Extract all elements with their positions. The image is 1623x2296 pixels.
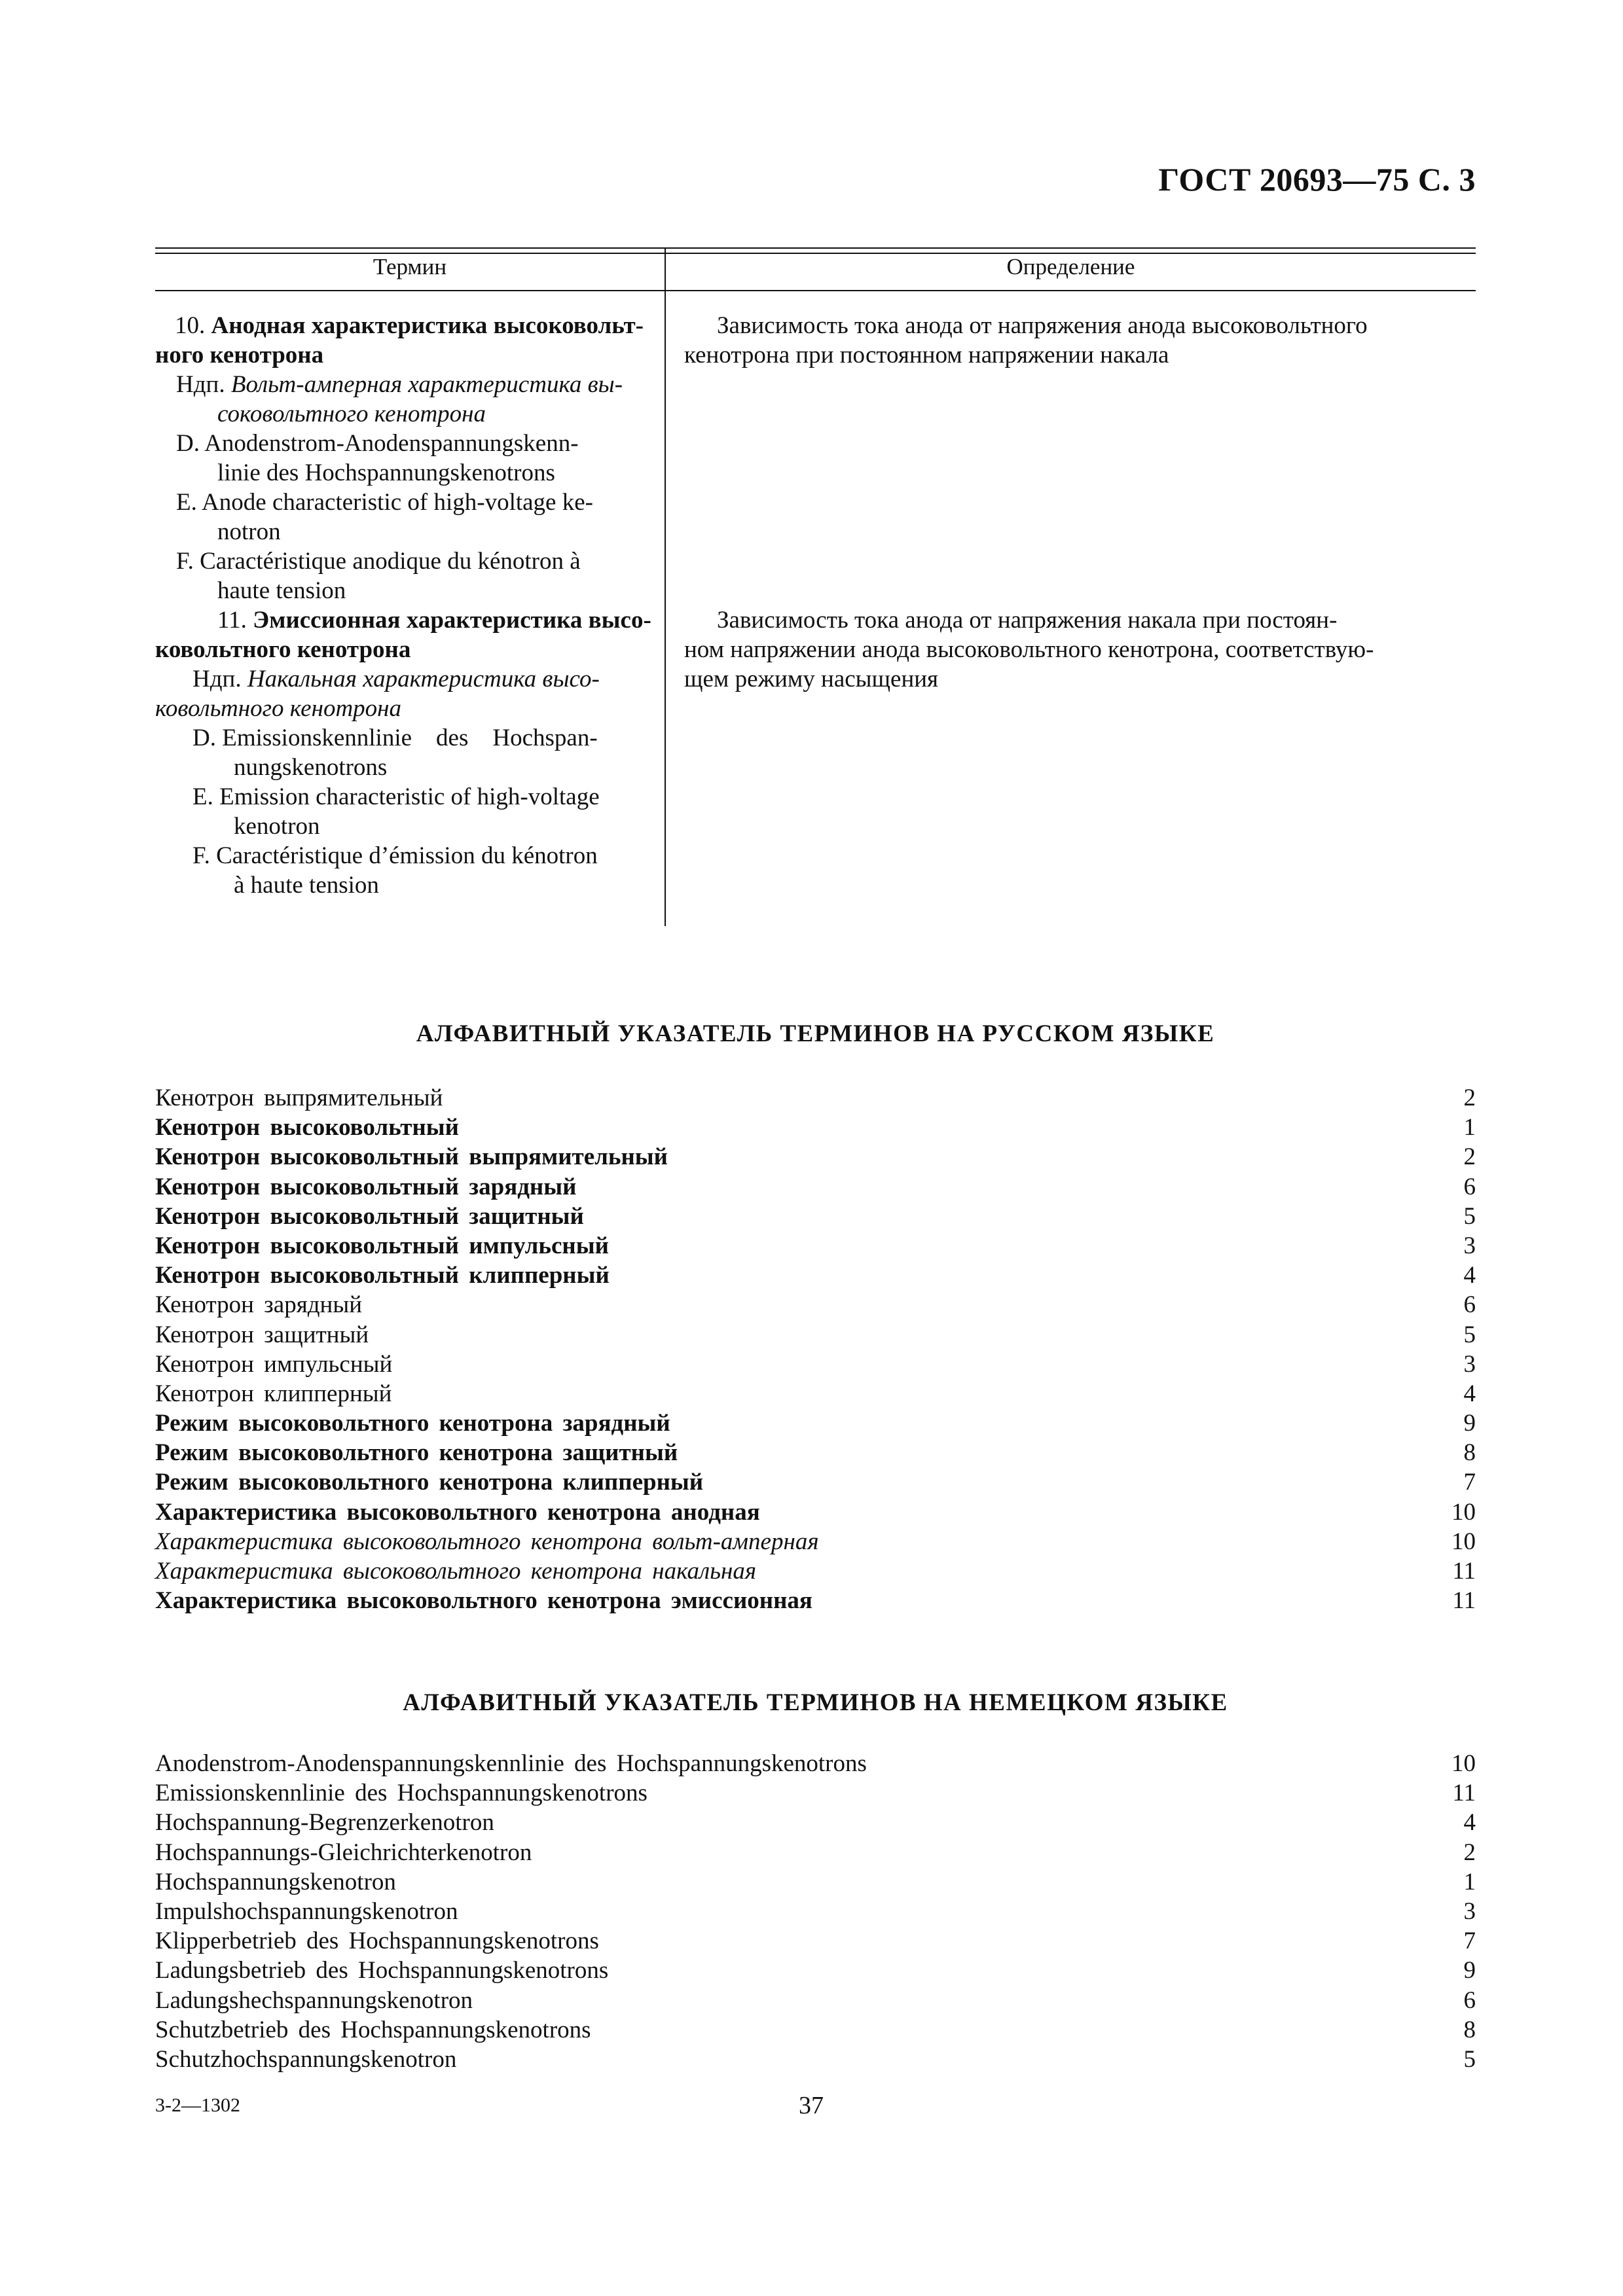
index-number: 8 xyxy=(1463,1439,1476,1467)
index-number: 10 xyxy=(1451,1750,1476,1777)
index-number: 1 xyxy=(1463,1868,1476,1895)
definition-entry-11 xyxy=(684,605,1476,694)
index-number: 9 xyxy=(1463,1410,1476,1437)
index-term: Кенотрон импульсный xyxy=(155,1350,393,1378)
index-number: 9 xyxy=(1463,1957,1476,1984)
index-row xyxy=(155,1290,1476,1319)
table-header-rule xyxy=(155,290,1476,291)
term-line-en: notron xyxy=(217,518,281,545)
index-term: Кенотрон высоковольтный импульсный xyxy=(155,1232,609,1259)
index-term: Emissionskennlinie des Hochspannungskenotrons xyxy=(155,1780,647,1807)
index-row xyxy=(155,1838,1476,1867)
footer-print-code: 3-2—1302 xyxy=(155,2094,240,2116)
index-row xyxy=(155,1749,1476,1778)
index-number: 2 xyxy=(1463,1143,1476,1171)
index-number: 7 xyxy=(1463,1469,1476,1496)
index-term: Klipperbetrieb des Hochspannungskenotrons xyxy=(155,1928,599,1955)
index-term: Schutzhochspannungskenotron xyxy=(155,2045,457,2073)
index-term: Режим высоковольтного кенотрона зарядный xyxy=(155,1410,670,1437)
term-line-de: nungskenotrons xyxy=(234,754,388,781)
column-header-definition: Определение xyxy=(1006,254,1135,279)
index-term: Режим высоковольтного кенотрона защитный xyxy=(155,1439,678,1467)
index-term: Кенотрон высоковольтный зарядный xyxy=(155,1173,577,1200)
table-top-rule-1 xyxy=(155,247,1476,249)
table-column-divider xyxy=(665,247,666,926)
term-line-en: E. Emission characteristic of high-voltage xyxy=(192,783,600,810)
index-number: 6 xyxy=(1463,1291,1476,1319)
term-line xyxy=(155,311,659,340)
term-number: 11. xyxy=(217,607,247,634)
term-line: ковольтного кенотрона xyxy=(155,636,411,663)
index-row xyxy=(155,1438,1476,1467)
index-term: Характеристика высоковольтного кенотрона анодная xyxy=(155,1498,760,1526)
index-number: 11 xyxy=(1452,1558,1476,1585)
index-row xyxy=(155,1527,1476,1556)
index-number: 2 xyxy=(1463,1839,1476,1866)
definition-line: ном напряжении анода высоковольтного кенотрона, соответствую- xyxy=(684,636,1374,663)
index-row xyxy=(155,1556,1476,1586)
index-row xyxy=(155,2045,1476,2074)
index-term: Характеристика высоковольтного кенотрона эмиссионная xyxy=(155,1587,812,1615)
index-number: 3 xyxy=(1463,1350,1476,1378)
index-row xyxy=(155,1172,1476,1202)
index-row xyxy=(155,1113,1476,1142)
index-term: Ladungshechspannungskenotron xyxy=(155,1986,473,2014)
index-number: 10 xyxy=(1451,1498,1476,1526)
index-term: Кенотрон высоковольтный xyxy=(155,1114,460,1141)
index-row xyxy=(155,1498,1476,1527)
definition-line: кенотрона при постоянном напряжении накала xyxy=(684,342,1169,368)
term-number: 10. xyxy=(175,312,206,339)
index-number: 2 xyxy=(1463,1085,1476,1111)
term-line-fr: à haute tension xyxy=(234,872,379,899)
index-term: Характеристика высоковольтного кенотрона вольт-амперная xyxy=(155,1528,819,1555)
term-name: Эмиссионная характеристика высо- xyxy=(253,607,651,634)
german-index-list xyxy=(155,1749,1476,2074)
index-term: Hochspannung-Begrenzerkenotron xyxy=(155,1809,494,1837)
definition-entry-10 xyxy=(684,311,1476,370)
term-entry-11 xyxy=(155,605,659,900)
index-term: Hochspannungskenotron xyxy=(155,1868,396,1895)
index-number: 5 xyxy=(1463,1202,1476,1230)
index-number: 5 xyxy=(1463,2045,1476,2073)
index-term: Schutzbetrieb des Hochspannungskenotrons xyxy=(155,2016,591,2043)
index-number: 11 xyxy=(1452,1780,1476,1807)
term-line-fr: F. Caractéristique d’émission du kénotron xyxy=(192,842,598,869)
index-number: 6 xyxy=(1463,1986,1476,2014)
index-row xyxy=(155,1379,1476,1408)
term-synonym: Накальная характеристика высо- xyxy=(247,666,600,692)
index-number: 1 xyxy=(1463,1114,1476,1141)
definition-line: Зависимость тока анода от напряжения накала при постоян- xyxy=(717,607,1338,634)
index-row xyxy=(155,1808,1476,1837)
index-number: 7 xyxy=(1463,1928,1476,1955)
german-index-title: АЛФАВИТНЫЙ УКАЗАТЕЛЬ ТЕРМИНОВ НА НЕМЕЦКОМ ЯЗЫКЕ xyxy=(403,1689,1228,1716)
index-number: 4 xyxy=(1463,1809,1476,1837)
page-header: ГОСТ 20693—75 С. 3 xyxy=(1158,161,1476,198)
index-term: Кенотрон защитный xyxy=(155,1321,369,1348)
index-row xyxy=(155,1867,1476,1897)
index-number: 4 xyxy=(1463,1262,1476,1289)
index-number: 6 xyxy=(1463,1173,1476,1200)
index-term: Кенотрон зарядный xyxy=(155,1291,363,1319)
term-line-en: kenotron xyxy=(234,813,320,840)
index-row xyxy=(155,1778,1476,1808)
term-line-en: E. Anode characteristic of high-voltage ke- xyxy=(176,489,593,516)
term-line-fr: haute tension xyxy=(217,577,346,604)
index-term: Характеристика высоковольтного кенотрона накальная xyxy=(155,1558,757,1585)
russian-index-title: АЛФАВИТНЫЙ УКАЗАТЕЛЬ ТЕРМИНОВ НА РУССКОМ ЯЗЫКЕ xyxy=(416,1020,1215,1047)
term-line-fr: F. Caractéristique anodique du kénotron à xyxy=(176,548,581,575)
term-line-de: D. Emissionskennlinie des Hochspan- xyxy=(192,725,598,751)
index-term: Impulshochspannungskenotron xyxy=(155,1897,458,1925)
index-row xyxy=(155,1586,1476,1615)
index-term: Режим высоковольтного кенотрона клипперный xyxy=(155,1469,704,1496)
term-line: соковольтного кенотрона xyxy=(217,401,486,427)
index-row xyxy=(155,1142,1476,1172)
index-row xyxy=(155,1320,1476,1350)
index-row xyxy=(155,1897,1476,1926)
term-line-de: linie des Hochspannungskenotrons xyxy=(217,459,555,486)
ndp-label: Ндп. xyxy=(176,371,225,398)
russian-index-list xyxy=(155,1083,1476,1615)
index-number: 3 xyxy=(1463,1897,1476,1925)
index-row xyxy=(155,1467,1476,1497)
index-term: Кенотрон выпрямительный xyxy=(155,1085,443,1111)
index-term: Hochspannungs-Gleichrichterkenotron xyxy=(155,1839,532,1866)
index-number: 8 xyxy=(1463,2016,1476,2043)
index-row xyxy=(155,1083,1476,1113)
index-number: 11 xyxy=(1452,1587,1476,1615)
index-term: Кенотрон высоковольтный защитный xyxy=(155,1202,584,1230)
term-line xyxy=(155,370,659,399)
index-row xyxy=(155,1956,1476,1985)
term-entry-10 xyxy=(155,311,659,605)
term-name: Анодная характеристика высоковольт- xyxy=(211,312,644,339)
definition-line: щем режиму насыщения xyxy=(684,666,939,692)
term-line-de: D. Anodenstrom-Anodenspannungskenn- xyxy=(176,430,579,457)
index-term: Кенотрон высоковольтный выпрямительный xyxy=(155,1143,668,1171)
page-number: 37 xyxy=(799,2092,824,2119)
term-line: ного кенотрона xyxy=(155,342,324,368)
index-row xyxy=(155,1231,1476,1261)
index-row xyxy=(155,1986,1476,2015)
index-term: Кенотрон клипперный xyxy=(155,1380,392,1407)
index-row xyxy=(155,1408,1476,1438)
ndp-label: Ндп. xyxy=(192,666,242,692)
index-number: 3 xyxy=(1463,1232,1476,1259)
term-line xyxy=(155,664,659,694)
index-number: 5 xyxy=(1463,1321,1476,1348)
definition-line: Зависимость тока анода от напряжения анода высоковольтного xyxy=(717,312,1368,339)
index-row xyxy=(155,2015,1476,2045)
index-term: Ladungsbetrieb des Hochspannungskenotrons xyxy=(155,1957,609,1984)
index-number: 10 xyxy=(1451,1528,1476,1555)
term-synonym: Вольт-амперная характеристика вы- xyxy=(230,371,623,398)
column-header-term: Термин xyxy=(373,254,447,279)
index-row xyxy=(155,1350,1476,1379)
term-line: ковольтного кенотрона xyxy=(155,695,402,722)
index-row xyxy=(155,1202,1476,1231)
term-line xyxy=(155,605,659,635)
index-term: Anodenstrom-Anodenspannungskennlinie des Hochspannungskenotrons xyxy=(155,1750,867,1777)
index-term: Кенотрон высоковольтный клипперный xyxy=(155,1262,610,1289)
index-row xyxy=(155,1926,1476,1956)
index-row xyxy=(155,1261,1476,1290)
index-number: 4 xyxy=(1463,1380,1476,1407)
